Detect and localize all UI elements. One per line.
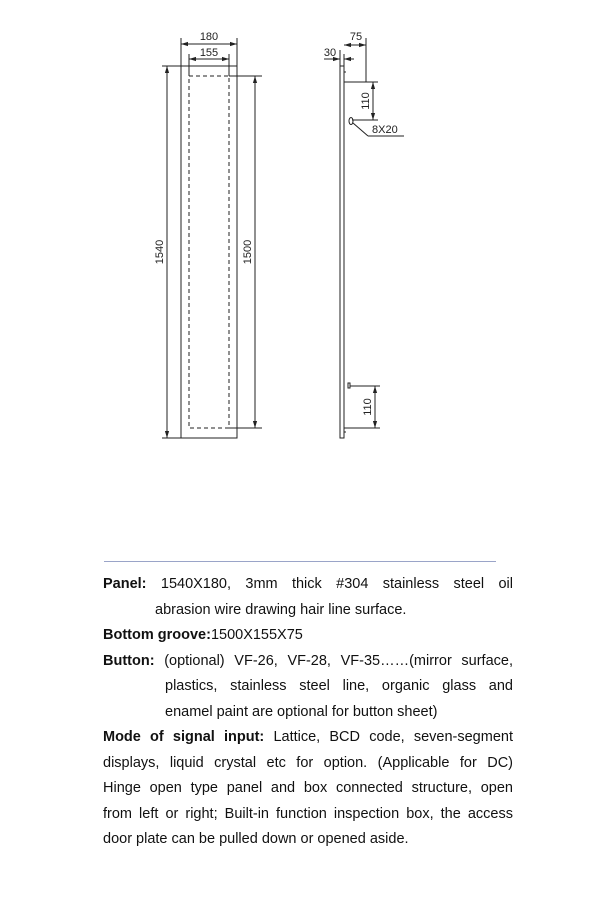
groove-outline [189, 76, 229, 428]
dim-label-1540: 1540 [154, 239, 166, 265]
panel-label: Panel: [103, 576, 147, 592]
dim-label-1500: 1500 [242, 239, 254, 265]
button-label: Button: [103, 652, 155, 669]
dim-label-75: 75 [349, 31, 363, 43]
dim-label-180: 180 [199, 31, 219, 43]
signal-label: Mode of signal input: [103, 729, 265, 745]
side-plate [340, 66, 344, 438]
button-value-line3: enamel paint are optional for button sheet) [165, 703, 438, 720]
signal-spec-line [103, 725, 513, 751]
hinge-line2: from left or right; Built-in function inspection box, the access [103, 805, 513, 822]
bottom-hook [348, 383, 350, 388]
dim-label-110-top: 110 [360, 92, 372, 110]
slot-leader [353, 123, 368, 136]
hinge-line1: Hinge open type panel and box connected structure, open [103, 780, 513, 796]
dim-label-30: 30 [323, 47, 337, 59]
signal-value-line2: displays, liquid crystal etc for option. (Applicable for DC) [103, 754, 513, 771]
groove-value: 1500X155X75 [210, 627, 303, 643]
dim-label-8x20: 8X20 [372, 124, 398, 136]
hinge-line3: door plate can be pulled down or opened aside. [103, 831, 409, 847]
groove-label: Bottom groove: [103, 627, 211, 643]
dim-label-110-bottom: 110 [362, 398, 374, 416]
dim-label-155: 155 [199, 47, 219, 59]
button-value-line2: plastics, stainless steel line, organic glass and [165, 678, 513, 694]
front-view [162, 38, 262, 438]
slot-hole [349, 118, 353, 125]
specification-text [103, 572, 513, 853]
panel-value-line2: abrasion wire drawing hair line surface. [155, 601, 407, 618]
signal-value-line1: Lattice, BCD code, seven-segment [273, 729, 513, 745]
button-spec-line [103, 649, 513, 675]
section-divider [104, 561, 496, 562]
panel-value-line1: 1540X180, 3mm thick #304 stainless steel oil [160, 576, 513, 592]
panel-spec-line [103, 572, 513, 598]
button-value-line1: (optional) VF-26, VF-28, VF-35……(mirror surface, [164, 652, 513, 669]
groove-spec-line [103, 623, 513, 649]
